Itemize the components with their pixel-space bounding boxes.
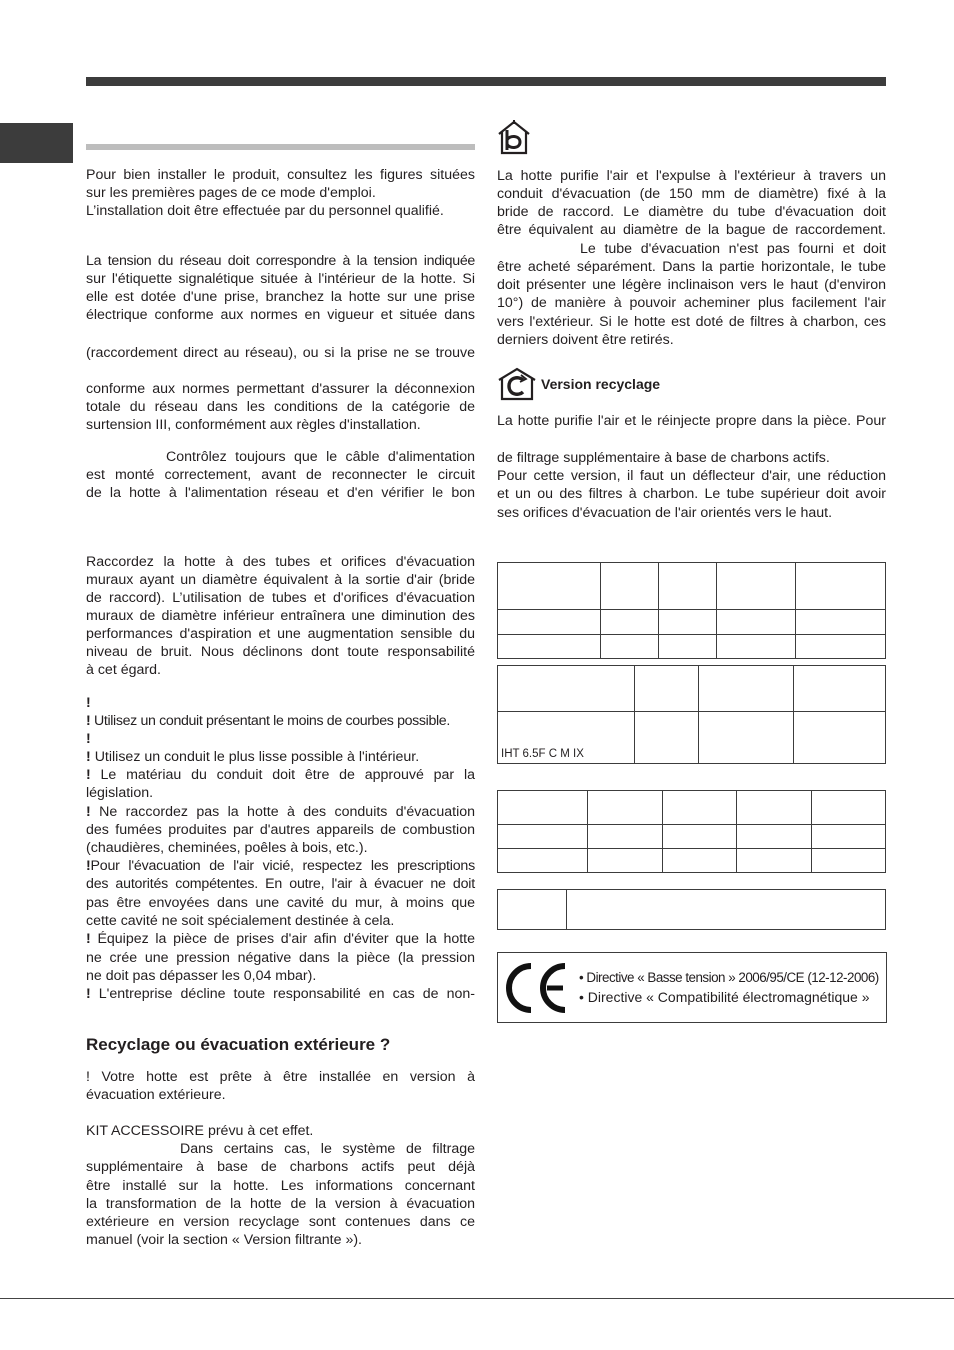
recycle-right-line: ses orifices d'évacuation de l'air orientés vers le haut. [497,505,833,521]
evacuation-version-icon [497,120,531,156]
warning-text: Le matériau du conduit doit être de approuvé par la [100,767,475,783]
electric-line: sur l'étiquette signalétique située à l'intérieur de la hotte. Si [86,271,475,287]
warning-line: (chaudières, cheminées, poêles à bois, etc.). [86,840,368,856]
warning-mark: ! [86,713,91,729]
warning-mark: ! [86,731,91,747]
recycling-version-icon [497,367,537,401]
recycle-line: extérieure en version recyclage sont contenues dans ce [86,1214,475,1230]
warning-line: cette cavité ne soit spécialement destinée à cela. [86,913,395,929]
header-bar [86,77,886,86]
recycle-line: Dans certains cas, le système de filtrage [180,1141,475,1157]
recycle-line: être installé sur la hotte. Les informations concernant [86,1178,475,1194]
warning-mark: ! [86,931,91,947]
directive-line: • Directive « Basse tension » 2006/95/CE (12-12-2006) [579,970,879,985]
ce-declaration-box [497,952,887,1023]
warning-line: pas être envoyées dans une cavité du mur, à moins que [86,895,475,911]
recycle-right-line: Pour cette version, il faut un déflecteur d'air, une réduction [497,468,886,484]
evac-line: doit présenter une légère inclinaison vers le haut (d'environ [497,277,886,293]
duct-line: Raccordez la hotte à des tubes et orifices d'évacuation [86,554,475,570]
recycle-line: manuel (voir la section « Version filtrante »). [86,1232,362,1248]
warning-line: des autorités compétentes. En outre, l'air à évacuer ne doit [86,876,475,892]
warning-line: ne crée une pression négative dans la pièce (la pression [86,950,475,966]
cable-line: est monté correctement, avant de reconnecter le circuit [86,467,475,483]
electric-line: elle est dotée d'une prise, branchez la hotte sur une prise [86,289,475,305]
warning-text: Ne raccordez pas la hotte à des conduits d'évacuation [99,804,476,820]
warning-line [86,930,475,948]
evac-line: vers l'extérieur. Si le hotte est doté de filtres à charbon, ces [497,314,886,330]
language-tab [0,123,73,163]
warning-line [86,748,475,766]
kit-line: KIT ACCESSOIRE prévu à cet effet. [86,1123,314,1139]
electric-line: conforme aux normes permettant d'assurer la déconnexion [86,381,475,397]
warning-line [86,803,475,821]
evac-line: 10°) de manière à pouvoir acheminer plus facilement l'air [497,295,886,311]
install-line: sur les premières pages de ce mode d'emploi. [86,185,376,201]
warning-mark: ! [86,767,91,783]
recycle-right-line: et un ou des filtres à charbon. Le tube supérieur doit avoir [497,486,886,502]
warning-text: L'entreprise décline toute responsabilité en cas de non- [98,986,475,1002]
warning-text: Utilisez un conduit présentant le moins de courbes possible. [93,713,450,729]
recycle-right-line: de filtrage supplémentaire à base de charbons actifs. [497,450,830,466]
section-title-bar [86,144,475,150]
recycle-line: supplémentaire à base de charbons actifs peut déjà [86,1159,475,1175]
recycle-line: la transformation de la hotte de la version à évacuation [86,1196,475,1212]
warning-line: législation. [86,785,154,801]
electric-line: électrique conforme aux normes en vigueur et située dans [86,307,475,323]
duct-line: à cet égard. [86,662,161,678]
spec-table-3 [497,790,886,873]
warning-text: Équipez la pièce de prises d'air afin d'éviter que la hotte [97,931,475,947]
evac-line: conduit d'évacuation (de 150 mm de diamètre) fixé à la [497,186,886,202]
duct-line: niveau de bruit. Nous déclinons dont toute responsabilité [86,644,475,660]
evac-line: La hotte purifie l'air et l'expulse à l'extérieur à travers un [497,168,886,184]
warning-mark: ! [86,986,91,1002]
install-line: Pour bien installer le produit, consultez les figures situées [86,167,475,183]
evac-line: derniers doivent être retirés. [497,332,674,348]
duct-line: de raccord). L’utilisation de tubes et d'orifices d'évacuation [86,590,475,606]
warning-mark: ! [86,695,91,711]
warning-line: ne doit pas dépasser les 0,04 mbar). [86,968,317,984]
recycle-line: évacuation extérieure. [86,1087,226,1103]
evac-line: bride de raccord. Le diamètre du tube d'évacuation doit [497,204,886,220]
warning-text: Utilisez un conduit le plus lisse possible à l'intérieur. [94,749,420,765]
electric-line: (raccordement direct au réseau), ou si la prise ne se trouve [86,345,475,361]
cable-line: de la hotte à l'alimentation réseau et d'en vérifier le bon [86,485,475,501]
warning-line [86,766,475,784]
electric-line: La tension du réseau doit correspondre à la tension indiquée [86,253,475,269]
evac-line: être acheté séparément. Dans la partie horizontale, le tube [497,259,886,275]
version-recyclage-heading: Version recyclage [541,376,661,392]
duct-line: performances d'aspiration et une augmentation sensible du [86,626,475,642]
electric-line: surtension III, conformément aux règles d'installation. [86,417,421,433]
warning-line [86,985,475,1003]
warning-mark: ! [86,749,91,765]
evac-line: être équivalent au diamètre de la bague de raccordement. [497,222,886,238]
recycle-right-line: La hotte purifie l'air et le réinjecte propre dans la pièce. Pour [497,413,886,429]
footer-rule [0,1298,954,1299]
install-line: L’installation doit être effectuée par du personnel qualifié. [86,203,444,219]
warning-mark: ! [86,858,91,874]
model-label: IHT 6.5F C M IX [501,748,584,760]
recycle-line: ! Votre hotte est prête à être installée en version à [86,1069,475,1085]
ce-mark-icon [503,962,571,1014]
duct-line: muraux de diamètre inférieur entraînera une diminution des [86,608,475,624]
duct-line: muraux ayant un diamètre équivalent à la sortie d'air (bride [86,572,475,588]
evac-line: Le tube d'évacuation n'est pas fourni et doit [580,241,886,257]
spec-table-4 [497,889,886,930]
cable-line: Contrôlez toujours que le câble d'alimentation [166,449,475,465]
directive-line: • Directive « Compatibilité électromagnétique » [579,989,870,1005]
warning-line [86,712,475,730]
warning-line: des fumées produites par d'autres appareils de combustion [86,822,475,838]
spec-table-1 [497,562,886,659]
warning-text: Pour l'évacuation de l'air vicié, respectez les prescriptions [90,858,475,874]
warning-mark: ! [86,804,91,820]
electric-line: totale du réseau dans les conditions de la catégorie de [86,399,475,415]
recycle-heading: Recyclage ou évacuation extérieure ? [86,1035,391,1054]
warning-line [86,857,475,875]
